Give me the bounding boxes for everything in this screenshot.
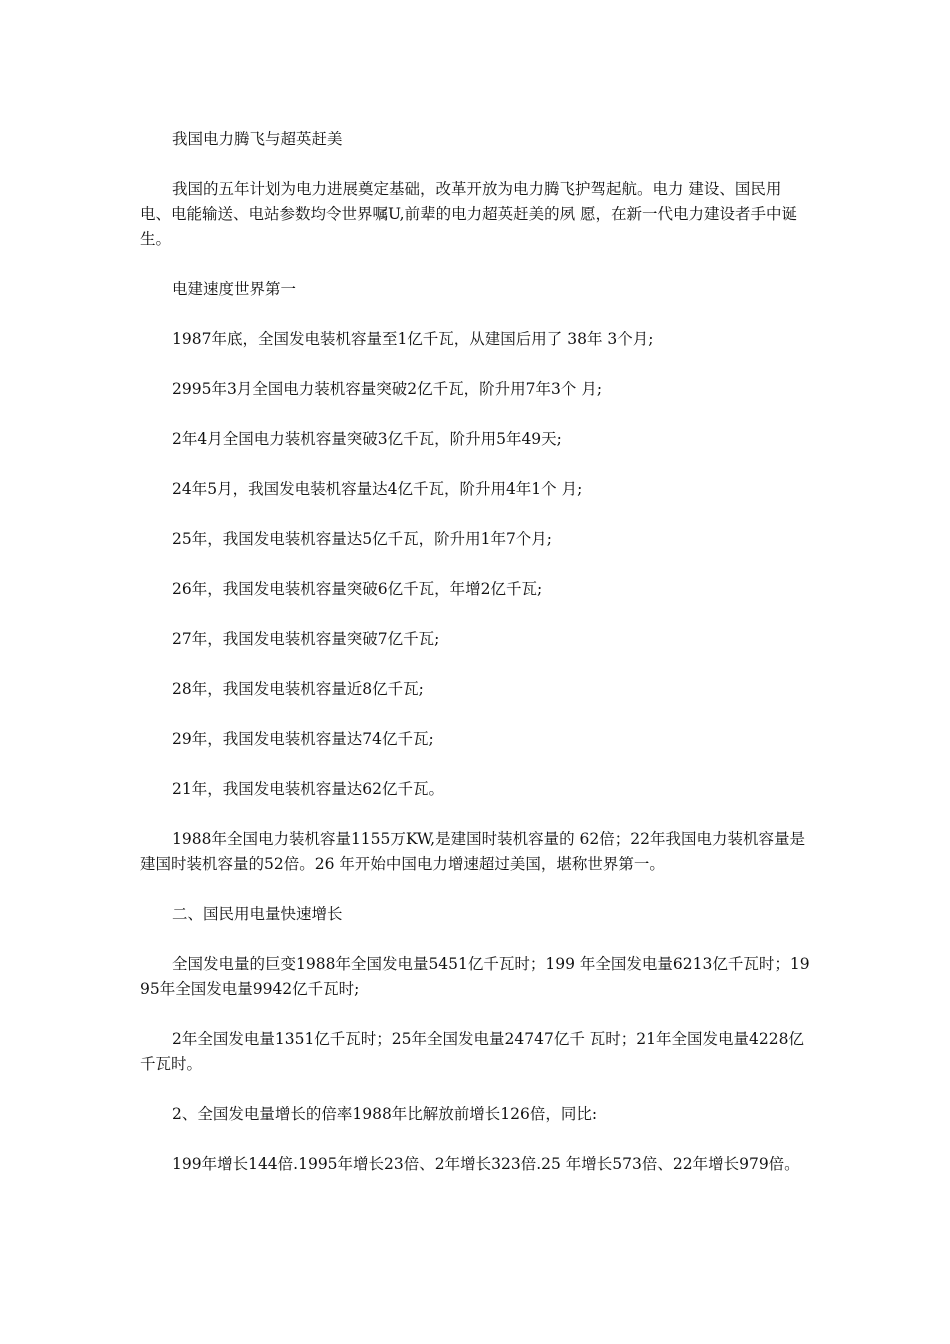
growth-paragraph: 199年增长144倍.1995年增长23倍、2年增长323倍.25 年增长573倍、22年增长979倍。 <box>172 1155 800 1173</box>
milestone-item: 28年，我国发电装机容量近8亿千瓦; <box>172 680 424 698</box>
milestone-item: 26年，我国发电装机容量突破6亿千瓦，年增2亿千瓦; <box>172 580 543 598</box>
milestone-item: 2年4月全国电力装机容量突破3亿千瓦，阶升用5年49天; <box>172 430 562 448</box>
milestone-item: 25年，我国发电装机容量达5亿千瓦，阶升用1年7个月; <box>172 530 553 548</box>
milestone-item: 2995年3月全国电力装机容量突破2亿千瓦，阶升用7年3个 月; <box>172 380 603 398</box>
intro-paragraph: 我国的五年计划为电力进展奠定基础，改革开放为电力腾飞护驾起航。电力 建设、国民用电、电能输送、电站参数均令世界嘱U,前辈的电力超英赶美的夙 愿，在新一代电力建设者手中诞生。 <box>140 180 797 248</box>
generation-paragraph-1: 全国发电量的巨变1988年全国发电量5451亿千瓦时；199 年全国发电量6213亿千瓦时；1995年全国发电量9942亿千瓦时; <box>140 955 810 998</box>
document-title: 我国电力腾飞与超英赶美 <box>172 130 343 148</box>
capacity-summary-paragraph: 1988年全国电力装机容量1155万KW,是建国时装机容量的 62倍；22年我国电力装机容量是建国时装机容量的52倍。26 年开始中国电力增速超过美国，堪称世界第一。 <box>140 830 805 873</box>
milestone-item: 29年，我国发电装机容量达74亿千瓦; <box>172 730 434 748</box>
growth-heading: 2、全国发电量增长的倍率1988年比解放前增长126倍，同比: <box>172 1105 598 1123</box>
generation-paragraph-2: 2年全国发电量1351亿千瓦时；25年全国发电量24747亿千 瓦时；21年全国发电量4228亿千瓦时。 <box>140 1030 804 1073</box>
milestone-item: 21年，我国发电装机容量达62亿千瓦。 <box>172 780 444 798</box>
milestone-item: 24年5月，我国发电装机容量达4亿千瓦，阶升用4年1个 月; <box>172 480 583 498</box>
milestone-item: 27年，我国发电装机容量突破7亿千瓦; <box>172 630 440 648</box>
section-heading-speed: 电建速度世界第一 <box>172 280 297 298</box>
milestone-item: 1987年底，全国发电装机容量至1亿千瓦，从建国后用了 38年 3个月; <box>172 330 654 348</box>
section-heading-consumption: 二、国民用电量快速增长 <box>172 905 343 923</box>
